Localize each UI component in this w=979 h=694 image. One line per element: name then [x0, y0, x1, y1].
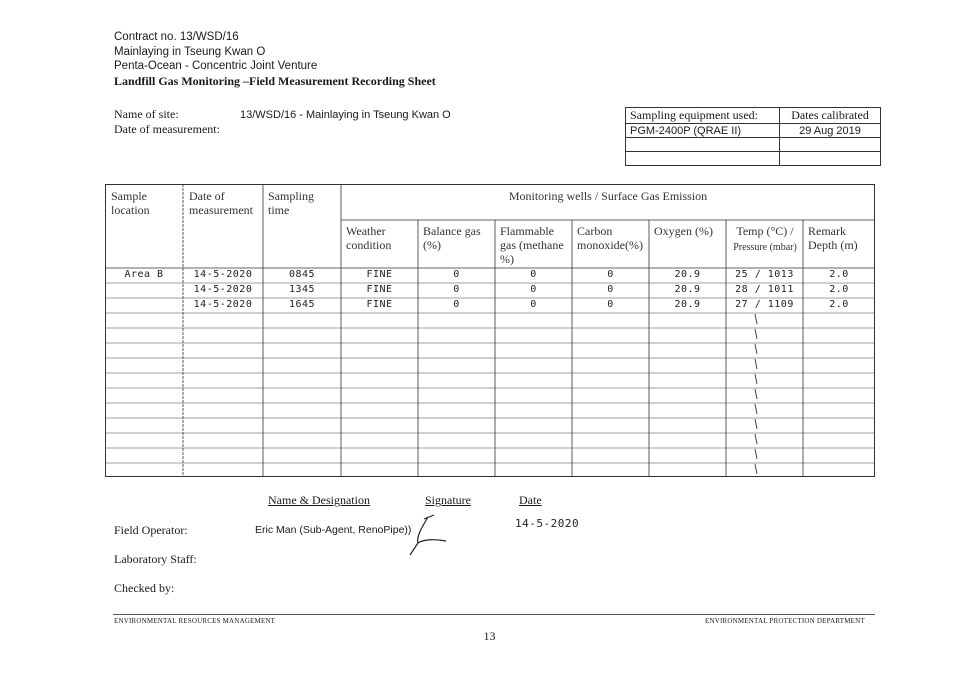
- header-sampling-time: Sampling time: [268, 189, 315, 217]
- monitoring-table: [105, 184, 875, 477]
- site-info: [114, 107, 451, 136]
- cell-temp-pressure: 25 / 1013: [735, 269, 794, 280]
- contract-number: Contract no. 13/WSD/16: [114, 31, 239, 43]
- cell-date: 14-5-2020: [193, 284, 253, 295]
- cell-depth: 2.0: [829, 299, 849, 310]
- contractor-name: Penta-Ocean - Concentric Joint Venture: [114, 60, 318, 72]
- equipment-name: PGM-2400P (QRAE II): [626, 124, 780, 138]
- footer-divider: [113, 614, 875, 615]
- equipment-header: Sampling equipment used:: [626, 108, 780, 124]
- checked-by-label: Checked by:: [114, 581, 175, 595]
- equipment-table: [625, 107, 881, 166]
- cell-temp-pressure: 28 / 1011: [735, 284, 794, 295]
- cell-flammable: 0: [530, 284, 537, 295]
- signature-heading: Signature: [425, 493, 471, 507]
- header-remark-depth: Remark Depth (m): [808, 224, 858, 252]
- cell-depth: 2.0: [829, 284, 849, 295]
- equipment-row: [626, 138, 881, 152]
- equipment-row: [626, 124, 881, 138]
- site-name-value: 13/WSD/16 - Mainlaying in Tseung Kwan O: [240, 109, 451, 121]
- footer-right-org: ENVIRONMENTAL PROTECTION DEPARTMENT: [705, 617, 865, 625]
- cell-balance-gas: 0: [453, 284, 460, 295]
- signature-scribble: [406, 511, 456, 561]
- equipment-row: [626, 152, 881, 166]
- header-date: Date of measurement: [189, 189, 253, 217]
- cell-weather: FINE: [366, 284, 393, 295]
- header-monitoring-group: Monitoring wells / Surface Gas Emission: [508, 189, 708, 203]
- calibration-date: [780, 152, 881, 166]
- cell-co: 0: [607, 269, 614, 280]
- cell-location: Area B: [124, 269, 164, 280]
- header-weather: Weather condition: [346, 224, 392, 252]
- cell-date: 14-5-2020: [193, 269, 253, 280]
- document-header: [114, 30, 436, 88]
- cell-flammable: 0: [530, 269, 537, 280]
- cell-flammable: 0: [530, 299, 537, 310]
- measurement-date-label: Date of measurement:: [114, 122, 220, 136]
- name-designation-heading: Name & Designation: [268, 493, 370, 507]
- field-operator-date: 14-5-2020: [515, 517, 580, 530]
- cell-oxygen: 20.9: [674, 299, 701, 310]
- calibration-date: 29 Aug 2019: [780, 124, 881, 138]
- cell-weather: FINE: [366, 269, 393, 280]
- page-number: 13: [483, 629, 496, 643]
- cell-weather: FINE: [366, 299, 393, 310]
- site-name-label: Name of site:: [114, 107, 179, 121]
- header-sample-location: Sample location: [111, 189, 150, 217]
- calibrated-header: Dates calibrated: [780, 108, 881, 124]
- cell-date: 14-5-2020: [193, 299, 253, 310]
- cell-balance-gas: 0: [453, 269, 460, 280]
- cell-time: 1645: [288, 299, 316, 310]
- cell-co: 0: [607, 299, 614, 310]
- calibration-date: [780, 138, 881, 152]
- header-flammable-gas: Flammable gas (methane %): [500, 224, 564, 266]
- laboratory-staff-label: Laboratory Staff:: [114, 552, 197, 566]
- cell-depth: 2.0: [829, 269, 849, 280]
- cell-time: 1345: [288, 284, 316, 295]
- cell-oxygen: 20.9: [674, 269, 701, 280]
- field-operator-label: Field Operator:: [114, 523, 188, 537]
- header-carbon-monoxide: Carbon monoxide(%): [577, 224, 643, 252]
- field-operator-name: Eric Man (Sub-Agent, RenoPipe)): [255, 524, 412, 536]
- cell-temp-pressure: 27 / 1109: [735, 299, 794, 310]
- cell-balance-gas: 0: [453, 299, 460, 310]
- equipment-name: [626, 138, 780, 152]
- equipment-name: [626, 152, 780, 166]
- header-oxygen: Oxygen (%): [654, 224, 713, 238]
- footer-left-org: ENVIRONMENTAL RESOURCES MANAGEMENT: [114, 617, 276, 625]
- header-temp: Temp (°C) /: [736, 224, 794, 238]
- sheet-title: Landfill Gas Monitoring –Field Measurement Recording Sheet: [114, 73, 436, 88]
- cell-time: 0845: [288, 269, 316, 280]
- date-heading: Date: [519, 493, 542, 507]
- cell-oxygen: 20.9: [674, 284, 701, 295]
- header-balance-gas: Balance gas (%): [423, 224, 481, 252]
- header-pressure: Pressure (mbar): [733, 242, 797, 253]
- project-name: Mainlaying in Tseung Kwan O: [114, 45, 266, 58]
- cell-co: 0: [607, 284, 614, 295]
- signature-section: [114, 493, 594, 603]
